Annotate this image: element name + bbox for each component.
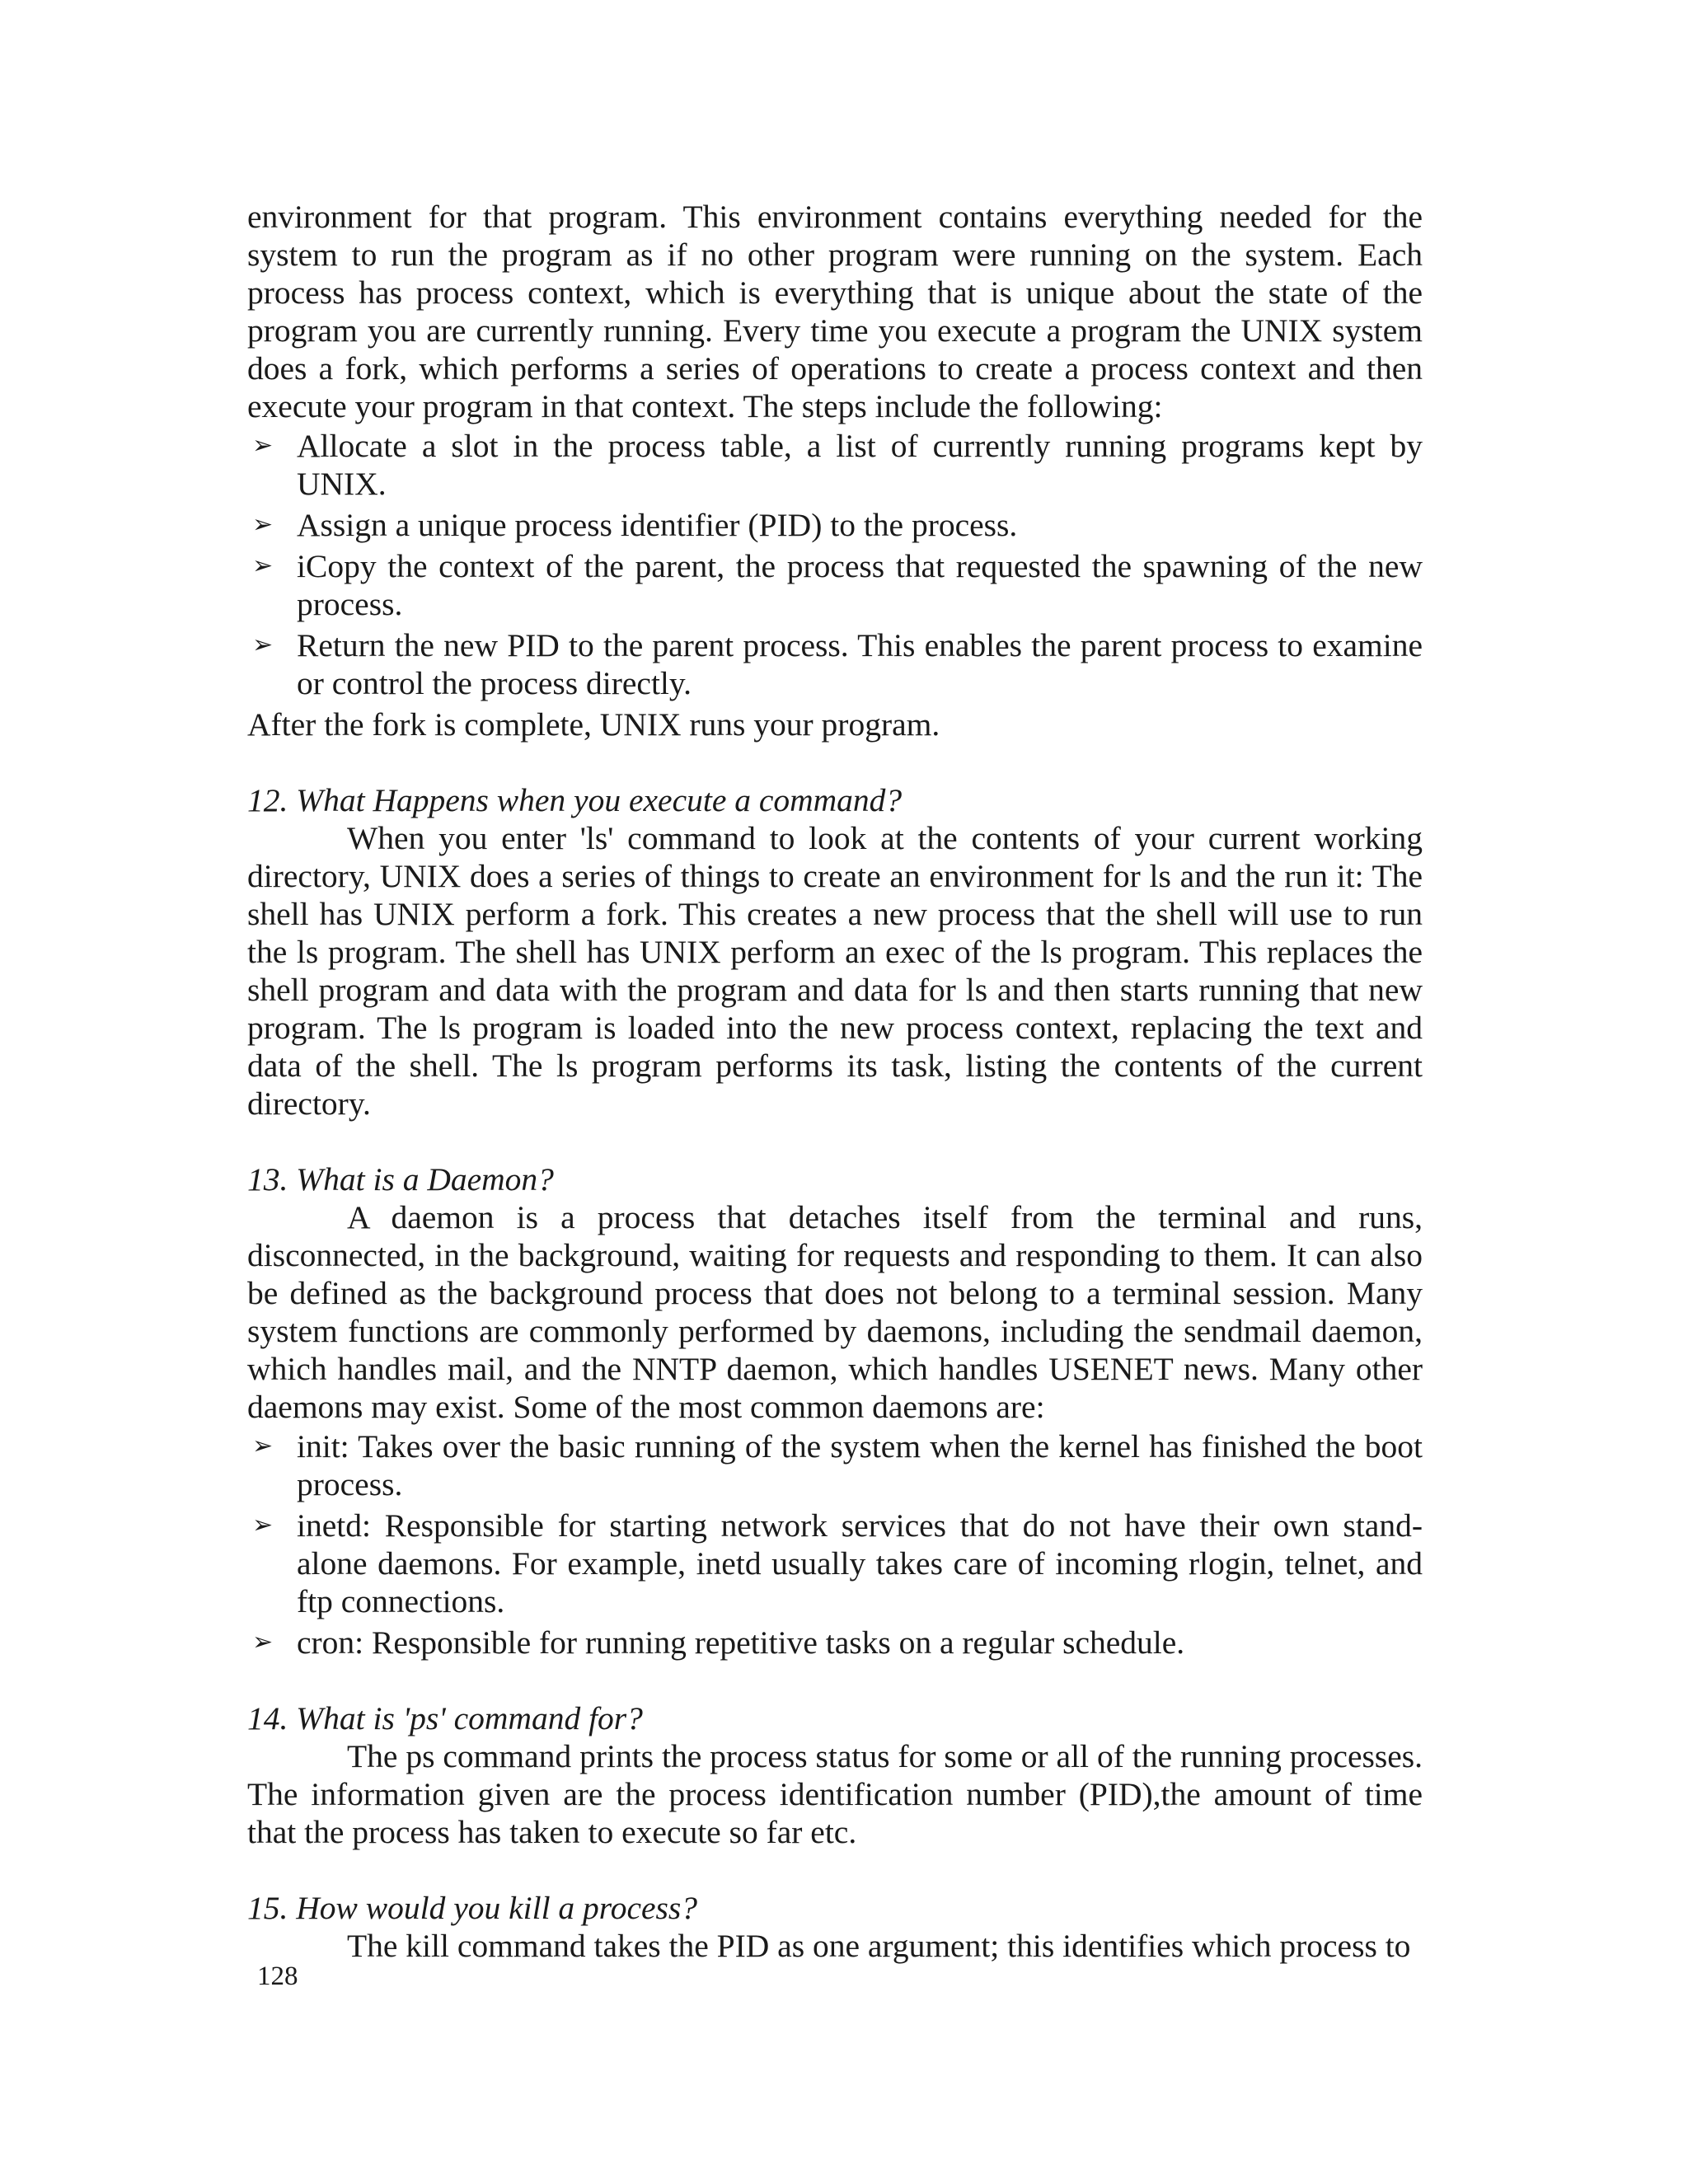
question-14-answer: The ps command prints the process status for some or all of the running processes. The information given are the process identification number (PID),the amount of time that the process has taken to execute so far etc.: [247, 1738, 1423, 1850]
list-item: [247, 626, 1423, 702]
list-item: [247, 427, 1423, 503]
list-item-text: inetd: Responsible for starting network services that do not have their own stand-alone daemons. For example, inetd usually takes care of incoming rlogin, telnet, and ftp connections.: [297, 1507, 1423, 1619]
list-item-text: Allocate a slot in the process table, a list of currently running programs kept by UNIX.: [297, 428, 1423, 502]
arrowhead-bullet-icon: ➢: [252, 551, 274, 580]
question-12-heading: 12. What Happens when you execute a command?: [247, 782, 903, 818]
list-item-text: cron: Responsible for running repetitive tasks on a regular schedule.: [297, 1624, 1185, 1661]
arrowhead-bullet-icon: ➢: [252, 1511, 274, 1540]
list-item: [247, 1507, 1423, 1620]
list-item: [247, 1427, 1423, 1503]
question-15-heading: 15. How would you kill a process?: [247, 1890, 698, 1926]
intro-paragraph: environment for that program. This environment contains everything needed for the system to run the program as if no other program were running on the system. Each process has process context, which is everything that is unique about the state of the program you are currently running. Every time you execute a program the UNIX system does a fork, which performs a series of operations to create a process context and then execute your program in that context. The steps include the following:: [247, 199, 1423, 424]
question-15-answer: The kill command takes the PID as one argument; this identifies which process to: [347, 1928, 1411, 1964]
question-13-heading: 13. What is a Daemon?: [247, 1161, 554, 1197]
list-item-text: iCopy the context of the parent, the process that requested the spawning of the new process.: [297, 548, 1423, 622]
question-13-answer: A daemon is a process that detaches itself from the terminal and runs, disconnected, in the background, waiting for requests and responding to them. It can also be defined as the background process that does not belong to a terminal session. Many system functions are commonly performed by daemons, including the sendmail daemon, which handles mail, and the NNTP daemon, which handles USENET news. Many other daemons may exist. Some of the most common daemons are:: [247, 1199, 1423, 1425]
list-item-text: Assign a unique process identifier (PID) to the process.: [297, 507, 1018, 543]
intro-closing: After the fork is complete, UNIX runs your program.: [247, 706, 940, 743]
arrowhead-bullet-icon: ➢: [252, 1628, 274, 1657]
list-item-text: init: Takes over the basic running of the system when the kernel has finished the boot process.: [297, 1428, 1423, 1502]
list-item-text: Return the new PID to the parent process. This enables the parent process to examine or control the process directly.: [297, 627, 1423, 701]
question-12-answer: When you enter 'ls' command to look at the contents of your current working directory, UNIX does a series of things to create an environment for ls and the run it: The shell has UNIX perform a fork. This creates a new process that the shell will use to run the ls program. The shell has UNIX perform an exec of the ls program. This replaces the shell program and data with the program and data for ls and then starts running that new program. The ls program is loaded into the new process context, replacing the text and data of the shell. The ls program performs its task, listing the contents of the current directory.: [247, 820, 1423, 1122]
page-content: [247, 198, 1423, 1965]
list-item: [247, 1624, 1423, 1661]
arrowhead-bullet-icon: ➢: [252, 431, 274, 460]
list-item: [247, 506, 1423, 544]
question-14-heading: 14. What is 'ps' command for?: [247, 1700, 643, 1736]
arrowhead-bullet-icon: ➢: [252, 1432, 274, 1460]
page-number: 128: [257, 1961, 298, 1991]
arrowhead-bullet-icon: ➢: [252, 630, 274, 659]
list-item: [247, 547, 1423, 623]
arrowhead-bullet-icon: ➢: [252, 510, 274, 539]
daemons-list: [247, 1427, 1423, 1661]
fork-steps-list: [247, 427, 1423, 702]
